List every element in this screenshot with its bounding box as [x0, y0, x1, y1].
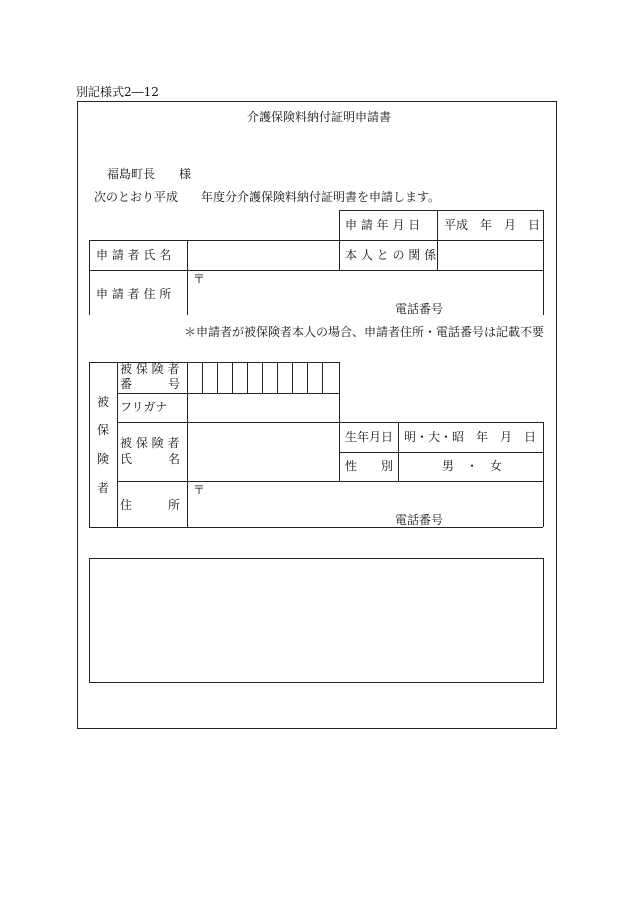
birth-date-field[interactable]: 明・大・昭 年 月 日 [404, 430, 537, 444]
insured-number-label-line2: 番 号 [120, 377, 181, 391]
applicant-table-divider [437, 210, 438, 270]
form-style-label: 別記様式2―12 [76, 85, 159, 99]
insured-address-field[interactable] [190, 497, 540, 527]
insured-table-line [117, 422, 543, 423]
insured-table-bottom-line [89, 527, 543, 528]
insured-table-right-edge [543, 422, 544, 527]
applicant-table-left-edge [89, 240, 90, 315]
request-prefix: 次のとおり平成 [94, 190, 179, 204]
relation-field[interactable] [440, 243, 540, 268]
addressee-suffix: 様 [179, 167, 192, 181]
insured-table-divider [187, 362, 188, 527]
insured-phone-label: 電話番号 [395, 513, 444, 527]
insured-address-label: 住 所 [120, 498, 181, 512]
insured-table-divider [339, 362, 340, 481]
insured-number-label-line1: 被 保 険 者 [120, 362, 180, 376]
insured-section-char: 険 [96, 452, 109, 466]
notes-box[interactable] [89, 558, 544, 683]
insured-name-label-line2: 氏 名 [120, 452, 181, 466]
insured-postal-mark: 〒 [193, 483, 206, 497]
application-date-field[interactable]: 平成 年 月 日 [444, 218, 541, 232]
applicant-name-label: 申 請 者 氏 名 [96, 248, 172, 262]
applicant-table-line [89, 270, 543, 271]
insured-table-line [117, 393, 339, 394]
applicant-address-field[interactable] [190, 286, 540, 312]
insured-table-line [339, 452, 543, 453]
applicant-address-label: 申 請 者 住 所 [96, 287, 172, 301]
insured-table-divider [117, 362, 118, 527]
insured-section-char: 保 [96, 423, 109, 437]
applicant-phone-label: 電話番号 [395, 302, 444, 316]
request-suffix: 年度分介護保険料納付証明書を申請します。 [201, 190, 441, 204]
furigana-field[interactable] [190, 396, 336, 420]
application-date-label: 申 請 年 月 日 [345, 218, 421, 232]
form-title: 介護保険料納付証明申請書 [247, 110, 392, 124]
insured-section-char: 者 [96, 481, 109, 495]
insured-name-field[interactable] [190, 425, 336, 478]
insured-number-field[interactable] [189, 364, 337, 391]
relation-label: 本 人 と の 関 係 [345, 248, 437, 262]
applicant-table-right-edge [543, 210, 544, 315]
applicant-name-field[interactable] [190, 243, 336, 268]
applicant-table-divider [187, 240, 188, 315]
birth-date-label: 生年月日 [345, 430, 394, 444]
insured-section-char: 被 [96, 395, 109, 409]
applicant-note: ＊申請者が被保険者本人の場合、申請者住所・電話番号は記載不要 [184, 325, 545, 339]
insured-table-divider [398, 422, 399, 481]
gender-field[interactable]: 男 ・ 女 [442, 459, 503, 473]
addressee: 福島町長 [107, 167, 156, 181]
applicant-postal-mark: 〒 [193, 272, 206, 286]
applicant-table-divider [339, 210, 340, 270]
insured-table-left-edge [89, 362, 90, 527]
applicant-table-top-line [339, 210, 543, 211]
insured-table-line [117, 481, 543, 482]
furigana-label: フリガナ [120, 400, 168, 414]
gender-label: 性 別 [345, 459, 394, 473]
applicant-table-line [89, 240, 543, 241]
insured-name-label-line1: 被 保 険 者 [120, 436, 180, 450]
